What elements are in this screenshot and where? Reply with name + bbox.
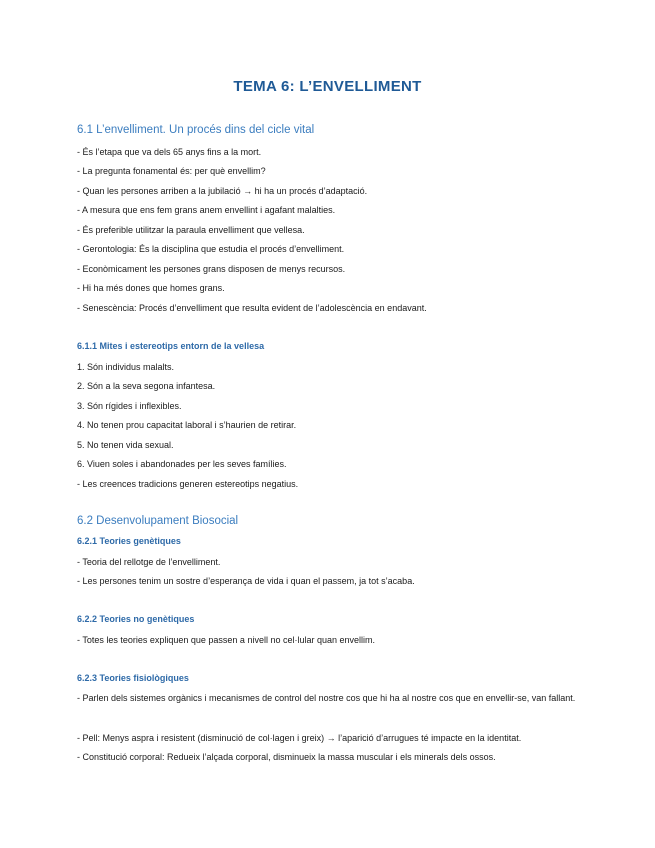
list-item: 4. No tenen prou capacitat laboral i s’haurien de retirar. — [77, 420, 297, 430]
list-item: - A mesura que ens fem grans anem envellint i agafant malalties. — [77, 205, 336, 215]
section-heading-6-2: 6.2 Desenvolupament Biosocial — [77, 515, 239, 527]
list-item: - És preferible utilitzar la paraula envelliment que vellesa. — [77, 225, 305, 235]
list-item: - Senescència: Procés d’envelliment que resulta evident de l’adolescència en endavant. — [77, 303, 427, 313]
section-heading-6-2-3: 6.2.3 Teories fisiològiques — [77, 673, 189, 683]
list-item: - Quan les persones arriben a la jubilació → hi ha un procés d’adaptació. — [77, 186, 368, 196]
list-item: 3. Són rígides i inflexibles. — [77, 401, 182, 411]
list-item: 1. Són individus malalts. — [77, 362, 175, 372]
section-heading-6-1-1: 6.1.1 Mites i estereotips entorn de la vellesa — [77, 341, 265, 351]
list-item: - La pregunta fonamental és: per què envellim? — [77, 166, 266, 176]
list-item: - Constitució corporal: Redueix l’alçada corporal, disminueix la massa muscular i els minerals dels ossos. — [77, 752, 496, 762]
section-heading-6-2-2: 6.2.2 Teories no genètiques — [77, 614, 195, 624]
list-item: - És l’etapa que va dels 65 anys fins a la mort. — [77, 147, 262, 157]
list-item: - Teoria del rellotge de l’envelliment. — [77, 557, 221, 567]
list-item: - Les creences tradicions generen estereotips negatius. — [77, 479, 299, 489]
list-item: - Econòmicament les persones grans disposen de menys recursos. — [77, 264, 346, 274]
list-item: 2. Són a la seva segona infantesa. — [77, 381, 216, 391]
list-item: - Gerontologia: És la disciplina que estudia el procés d’envelliment. — [77, 244, 345, 254]
list-item: - Totes les teories expliquen que passen a nivell no cel·lular quan envellim. — [77, 635, 376, 645]
list-item: - Pell: Menys aspra i resistent (disminució de col·lagen i greix) → l’aparició d’arrugues té impacte en la identitat. — [77, 733, 522, 743]
section-heading-6-1: 6.1 L’envelliment. Un procés dins del cicle vital — [77, 124, 315, 136]
list-item: - Les persones tenim un sostre d’esperança de vida i quan el passem, ja tot s’acaba. — [77, 576, 415, 586]
list-item: - Hi ha més dones que homes grans. — [77, 283, 225, 293]
section-heading-6-2-1: 6.2.1 Teories genètiques — [77, 536, 181, 546]
list-item: 5. No tenen vida sexual. — [77, 440, 174, 450]
page-title: TEMA 6: L’ENVELLIMENT — [233, 78, 422, 95]
list-item: 6. Viuen soles i abandonades per les seves famílies. — [77, 459, 287, 469]
list-item: - Parlen dels sistemes orgànics i mecanismes de control del nostre cos que hi ha al nostre cos que en envellir-se, van fallant. — [77, 693, 576, 703]
